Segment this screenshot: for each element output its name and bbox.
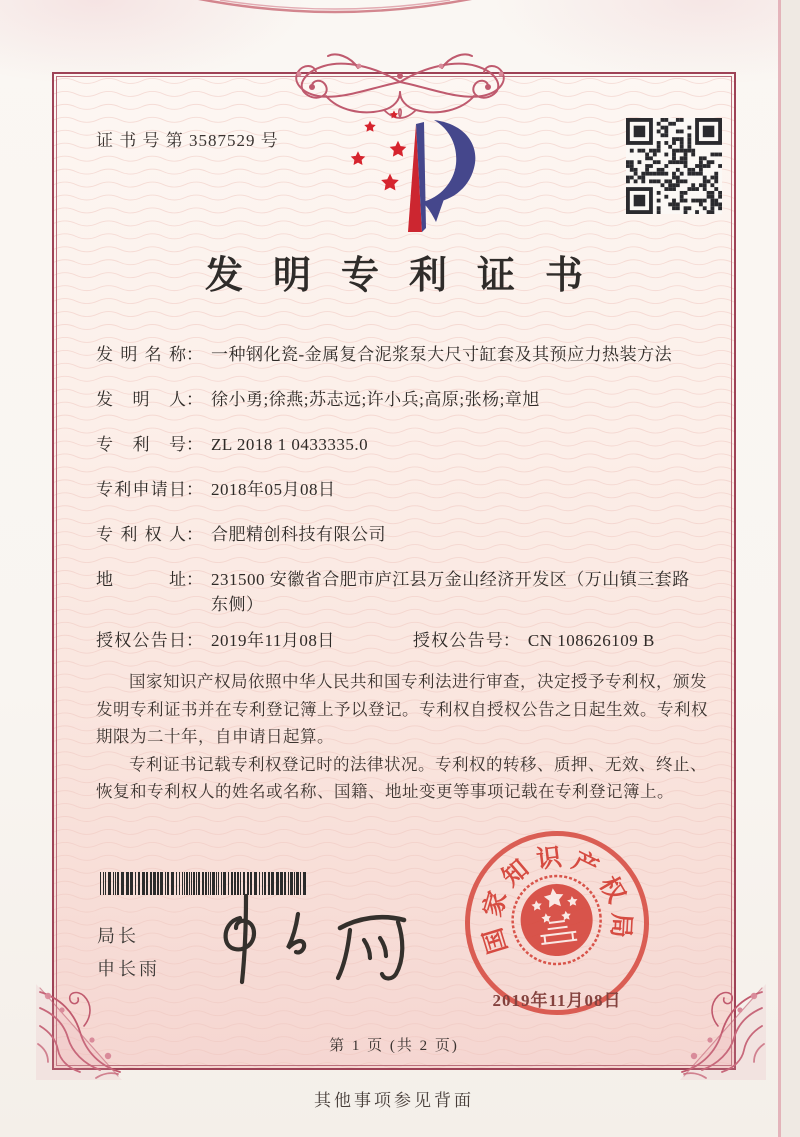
field-grant-number: 授权公告号 ： CN 108626109 B xyxy=(413,628,655,653)
signer-name: 申长雨 xyxy=(97,959,160,979)
field-value: 231500 安徽省合肥市庐江县万金山经济开发区（万山镇三套路东侧） xyxy=(211,570,690,614)
field-label: 专利申请日 xyxy=(96,480,186,499)
legal-paragraph: 国家知识产权局依照中华人民共和国专利法进行审查，决定授予专利权，颁发发明专利证书并在专利登记簿上予以登记。专利权自授权公告之日起生效。专利权期限为二十年，自申请日起算。 xyxy=(96,672,708,746)
certificate-title: 发明专利证书 xyxy=(204,255,613,297)
legal-text xyxy=(96,668,710,806)
field-label: 发明人 xyxy=(96,390,186,409)
field-value: CN 108626109 B xyxy=(527,631,655,650)
field-address: 地址 ： 231500 安徽省合肥市庐江县万金山经济开发区（万山镇三套路东侧） xyxy=(96,567,712,617)
signer-position: 局长 xyxy=(97,926,139,946)
field-label: 发明名称 xyxy=(96,345,186,364)
seal-date: 2019年11月08日 xyxy=(492,991,622,1010)
field-list xyxy=(96,342,712,664)
field-label: 授权公告号 xyxy=(412,631,503,650)
china-national-emblem-icon xyxy=(503,867,610,974)
field-label: 专利权人 xyxy=(96,525,186,544)
signer-block xyxy=(97,920,160,986)
field-value: 合肥精创科技有限公司 xyxy=(211,525,386,544)
field-label: 授权公告日 xyxy=(96,631,186,650)
seal-char: 权 xyxy=(593,872,630,908)
bottom-right-lace-ornament xyxy=(676,982,768,1082)
cnipa-logo-icon xyxy=(338,110,496,238)
page-number: 第 1 页 (共 2 页) xyxy=(329,1038,459,1054)
field-filing-date: 专利申请日 ： 2018年05月08日 xyxy=(96,477,712,502)
legal-paragraph: 专利证书记载专利权登记时的法律状况。专利权的转移、质押、无效、终止、恢复和专利权人的姓名或名称、国籍、地址变更等事项记载在专利登记簿上。 xyxy=(96,754,707,801)
seal-char: 国 xyxy=(479,924,513,957)
seal-char: 局 xyxy=(606,912,635,939)
field-patent-number: 专利号 ： ZL 2018 1 0433335.0 xyxy=(96,432,712,457)
field-value: 一种钢化瓷-金属复合泥浆泵大尺寸缸套及其预应力热装方法 xyxy=(211,345,673,364)
signature-handwriting xyxy=(212,884,422,994)
seal-char: 家 xyxy=(479,888,513,920)
qr-code-icon xyxy=(626,118,722,214)
field-value: 2018年05月08日 xyxy=(211,480,336,499)
field-value: 徐小勇;徐燕;苏志远;许小兵;高原;张杨;章旭 xyxy=(211,390,540,409)
bottom-left-lace-ornament xyxy=(34,982,126,1082)
field-value: ZL 2018 1 0433335.0 xyxy=(211,435,369,454)
field-label: 专利号 xyxy=(96,435,186,454)
top-edge-ornament xyxy=(190,0,480,18)
photo-edge xyxy=(780,0,800,1137)
seal-char: 识 xyxy=(535,844,564,874)
seal-char: 知 xyxy=(497,855,535,892)
field-invention-name: 发明名称 ： 一种钢化瓷-金属复合泥浆泵大尺寸缸套及其预应力热装方法 xyxy=(96,342,712,367)
field-grant-row: 授权公告日 ： 2019年11月08日 授权公告号 ： CN 108626109 B xyxy=(96,628,712,653)
back-side-note: 其他事项参见背面 xyxy=(314,1091,474,1110)
field-inventors: 发明人 ： 徐小勇;徐燕;苏志远;许小兵;高原;张杨;章旭 xyxy=(96,387,712,412)
seal-char: 产 xyxy=(567,847,603,883)
field-label: 地址 xyxy=(96,570,186,589)
field-patentee: 专利权人 ： 合肥精创科技有限公司 xyxy=(96,522,712,547)
certificate-number: 证 书 号 第 3587529 号 xyxy=(96,131,279,150)
field-value: 2019年11月08日 xyxy=(211,631,335,650)
photo-edge-line xyxy=(778,0,781,1137)
